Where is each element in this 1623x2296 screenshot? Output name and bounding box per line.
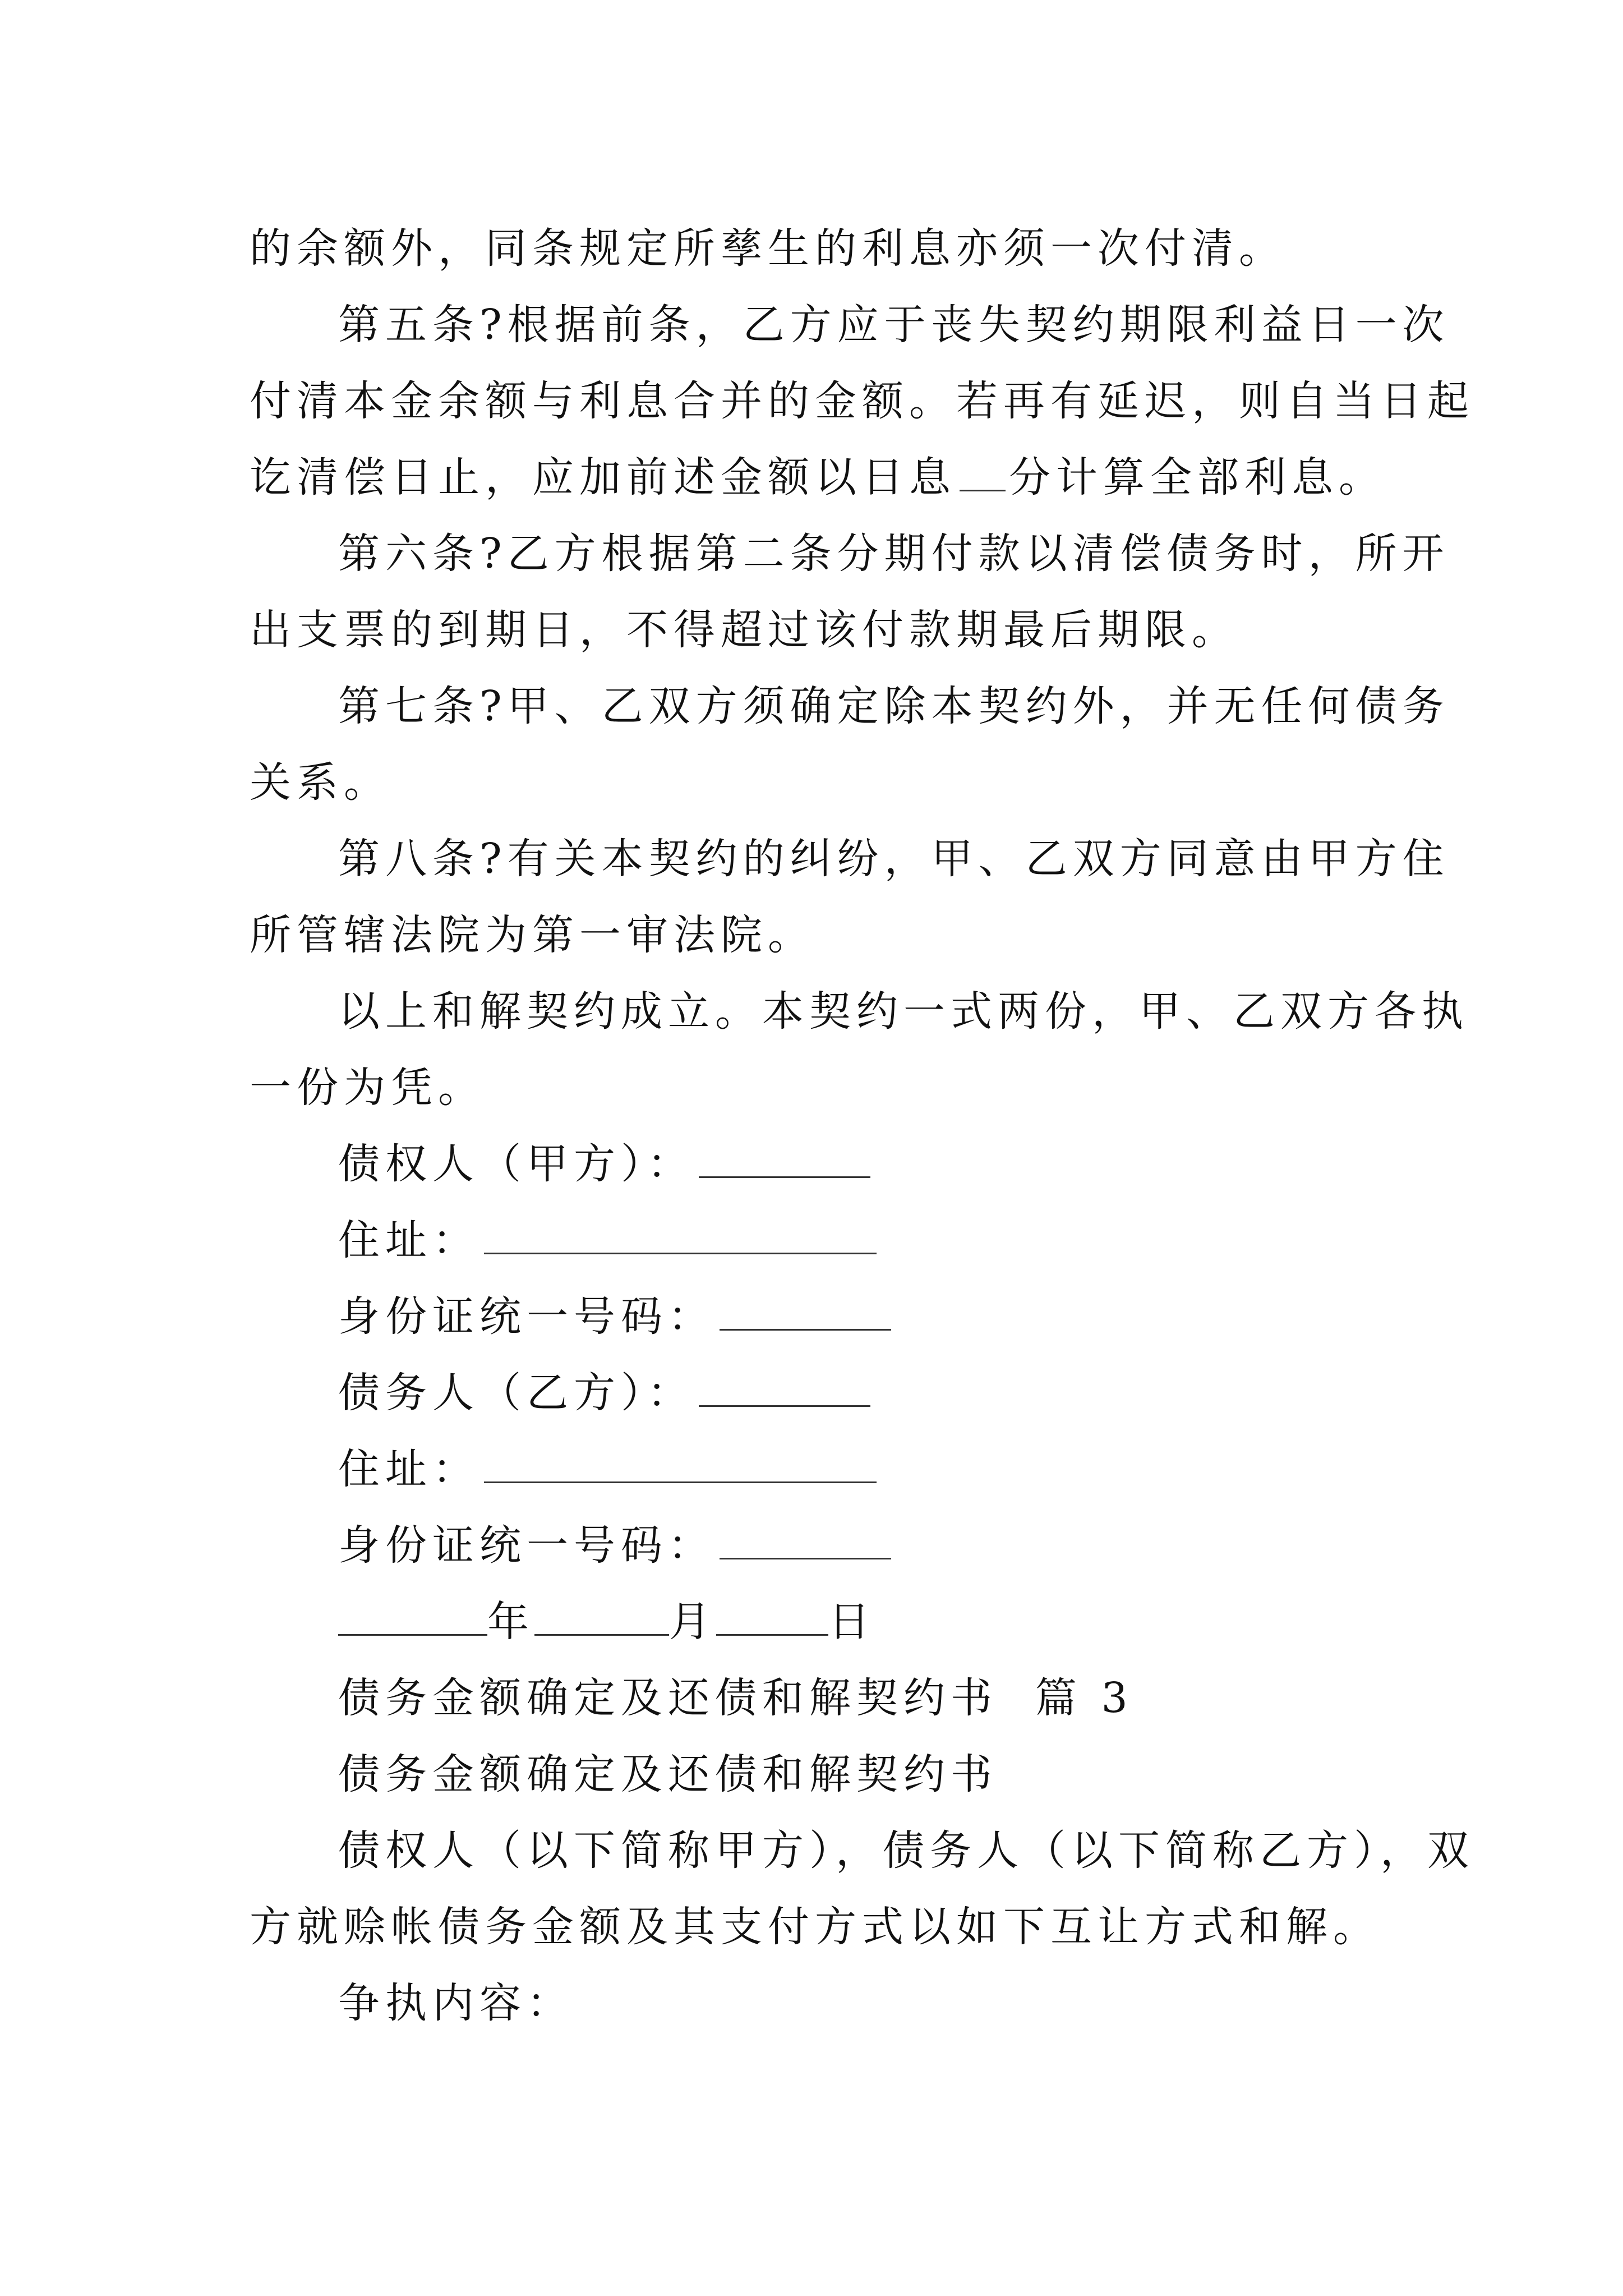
creditor-id-label: 身份证统一号码： [338,1292,715,1341]
debtor-blank[interactable] [699,1372,870,1407]
intro-line-1: 债权人（以下简称甲方），债务人（以下简称乙方），双 [338,1826,1474,1875]
section-heading: 债务金额确定及还债和解契约书 篇 3 [338,1674,1133,1722]
creditor-address-field [250,1202,1388,1278]
interest-rate-blank[interactable] [960,456,1006,491]
intro-line-2: 方就赊帐债务金额及其支付方式以如下互让方式和解。 [250,1903,1380,1951]
debtor-field [250,1355,1388,1431]
creditor-label: 债权人（甲方）： [338,1140,694,1188]
creditor-id-field [250,1278,1388,1355]
creditor-field [250,1126,1388,1202]
debtor-id-field [250,1507,1388,1584]
creditor-blank[interactable] [699,1143,870,1178]
article-5-text-b: 分计算全部利息。 [1009,453,1386,501]
dispute-label: 争执内容： [338,1979,574,2027]
closing-line-1: 以上和解契约成立。本契约一式两份，甲、乙双方各执 [338,987,1469,1036]
debtor-id-blank[interactable] [720,1524,891,1559]
month-label: 月 [669,1598,716,1646]
article-5-line-3 [250,439,1388,516]
article-6-line-2: 出支票的到期日，不得超过该付款期最后期限。 [250,606,1239,654]
section-title: 债务金额确定及还债和解契约书 [338,1750,998,1798]
day-label: 日 [828,1598,875,1646]
month-blank[interactable] [534,1600,669,1636]
article-5-text-a: 讫清偿日止，应加前述金额以日息 [250,453,956,501]
year-label: 年 [487,1598,534,1646]
article-7-line-1: 第七条?甲、乙双方须确定除本契约外，并无任何债务 [338,682,1450,730]
debtor-id-label: 身份证统一号码： [338,1521,715,1570]
date-field [250,1584,1388,1660]
article-5-line-2: 付清本金余额与利息合并的金额。若再有延迟，则自当日起 [250,377,1474,425]
article-5-line-1: 第五条?根据前条，乙方应于丧失契约期限利益日一次 [338,301,1450,349]
closing-line-2: 一份为凭。 [250,1064,485,1112]
creditor-address-label: 住址： [338,1216,479,1264]
paragraph-line: 的余额外，同条规定所孳生的利息亦须一次付清。 [250,224,1286,273]
article-6-line-1: 第六条?乙方根据第二条分期付款以清偿债务时，所开 [338,530,1450,578]
debtor-address-label: 住址： [338,1445,479,1493]
debtor-address-blank[interactable] [484,1448,877,1483]
creditor-address-blank[interactable] [484,1219,877,1254]
document-page [250,210,1474,2041]
article-7-line-2: 关系。 [250,758,391,807]
debtor-address-field [250,1431,1388,1507]
day-blank[interactable] [716,1600,828,1636]
year-blank[interactable] [338,1600,487,1636]
article-8-line-1: 第八条?有关本契约的纠纷，甲、乙双方同意由甲方住 [338,835,1450,883]
article-8-line-2: 所管辖法院为第一审法院。 [250,911,815,959]
debtor-label: 债务人（乙方）： [338,1369,694,1417]
creditor-id-blank[interactable] [720,1295,891,1331]
